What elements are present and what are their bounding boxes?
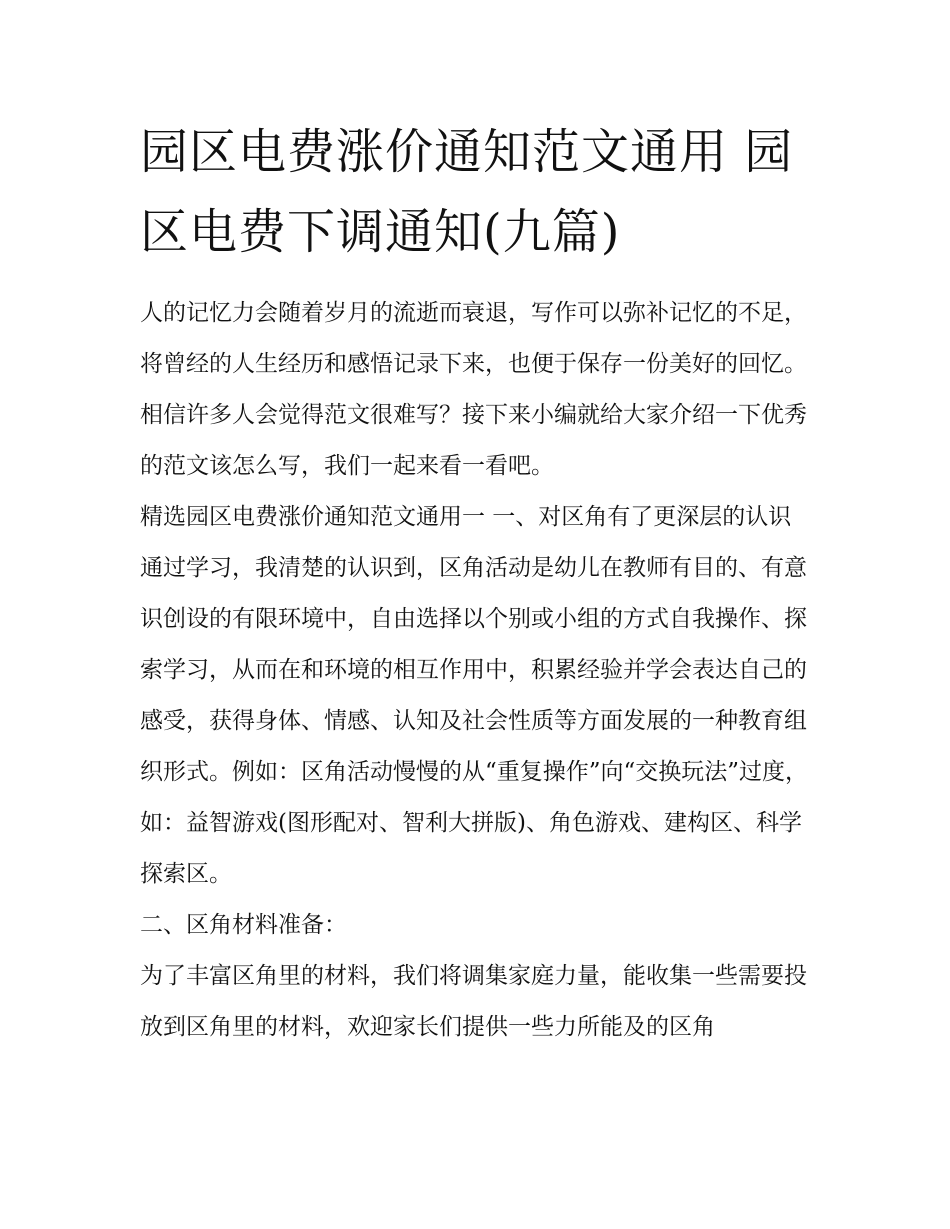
body-paragraph: 通过学习，我清楚的认识到，区角活动是幼儿在教师有目的、有意识创设的有限环境中，自由选择以个别或小组的方式自我操作、探索学习，从而在和环境的相互作用中，积累经验并学会表达自己的感受，获得身体、情感、认知及社会性质等方面发展的一种教育组织形式。例如：区角活动慢慢的从“重复操作”向“交换玩法”过度，如：益智游戏(图形配对、智利大拼版)、角色游戏、建构区、科学探索区。 (140, 555, 809, 887)
document-title: 园区电费涨价通知范文通用 园区电费下调通知(九篇) (140, 124, 794, 260)
section-heading-one: 精选园区电费涨价通知范文通用一 一、对区角有了更深层的认识 (140, 504, 792, 530)
intro-paragraph: 人的记忆力会随着岁月的流逝而衰退，写作可以弥补记忆的不足，将曾经的人生经历和感悟记录下来，也便于保存一份美好的回忆。相信许多人会觉得范文很难写？接下来小编就给大家介绍一下优秀的范文该怎么写，我们一起来看一看吧。 (140, 300, 807, 479)
section-heading-two: 二、区角材料准备： (140, 912, 347, 938)
document-body (140, 112, 820, 1053)
body-paragraph-continued: 为了丰富区角里的材料，我们将调集家庭力量，能收集一些需要投放到区角里的材料，欢迎家长们提供一些力所能及的区角 (140, 963, 807, 1040)
